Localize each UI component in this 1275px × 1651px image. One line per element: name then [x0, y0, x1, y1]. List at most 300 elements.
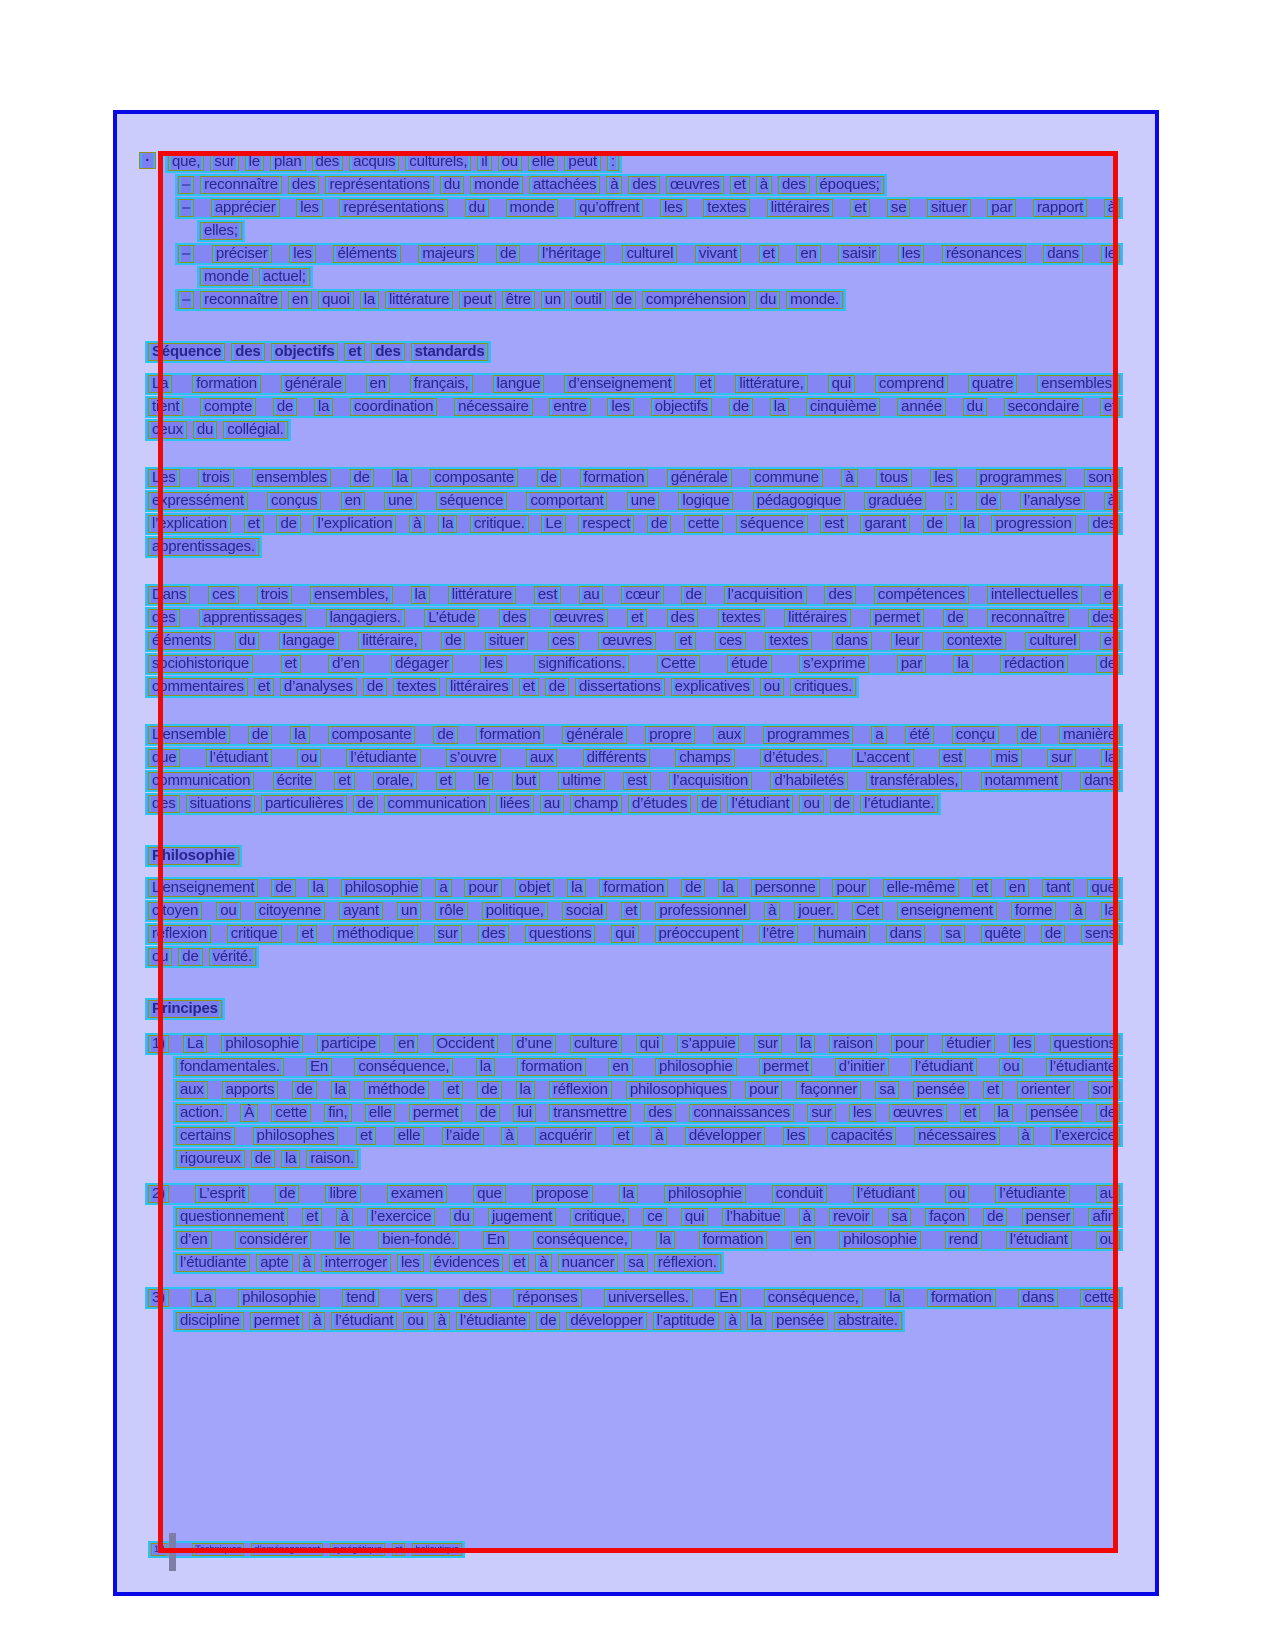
word-box: compétences: [874, 586, 969, 604]
word-box: la: [360, 291, 379, 309]
word-box: et: [297, 925, 317, 943]
word-box: réflexion: [549, 1081, 612, 1099]
word-box: différents: [583, 749, 650, 767]
word-box: apports: [222, 1081, 279, 1099]
word-box: la: [392, 469, 411, 487]
word-box: s’appuie: [677, 1035, 739, 1053]
word-box: certains: [176, 1127, 235, 1145]
word-box: ou: [1096, 1231, 1120, 1249]
word-box: la: [476, 1058, 495, 1076]
word-box: l’étudiant: [853, 1185, 919, 1203]
word-box: les: [898, 245, 925, 263]
word-box: de: [496, 245, 520, 263]
word-box: enseignement: [897, 902, 997, 920]
word-box: critique,: [570, 1208, 629, 1226]
word-box: raison.: [306, 1150, 358, 1168]
word-box: revoir: [829, 1208, 873, 1226]
word-box: culturel: [1025, 632, 1080, 650]
word-box: la: [770, 398, 789, 416]
text-line: [145, 607, 1123, 629]
word-box: formation: [476, 726, 545, 744]
word-box: philosophiques: [626, 1081, 731, 1099]
word-box: et: [695, 375, 715, 393]
word-box: de: [178, 948, 202, 966]
word-box: cynégétique: [330, 1543, 385, 1556]
word-box: examen: [387, 1185, 447, 1203]
word-box: En: [306, 1058, 332, 1076]
word-box: trois: [257, 586, 292, 604]
word-box: rédaction: [1000, 655, 1068, 673]
word-box: et: [972, 879, 992, 897]
word-box: de: [1017, 726, 1041, 744]
word-box: communication: [384, 795, 490, 813]
word-box: du: [963, 398, 987, 416]
word-box: préciser: [212, 245, 272, 263]
word-box: développer: [566, 1312, 646, 1330]
word-box: a: [871, 726, 887, 744]
word-box: halieutique: [412, 1543, 462, 1556]
word-box: époques;: [816, 176, 884, 194]
word-box: vérité.: [209, 948, 256, 966]
text-line: [173, 1252, 724, 1274]
word-box: les: [849, 1104, 876, 1122]
word-box: explicatives: [671, 678, 754, 696]
word-box: propose: [532, 1185, 593, 1203]
word-box: du: [450, 1208, 474, 1226]
word-box: la: [308, 879, 327, 897]
word-box: vers: [401, 1289, 437, 1307]
word-box: significations.: [534, 655, 629, 673]
word-box: social: [562, 902, 607, 920]
word-box: à: [841, 469, 857, 487]
word-box: commentaires: [148, 678, 248, 696]
word-box: contexte: [943, 632, 1006, 650]
word-box: formation: [580, 469, 649, 487]
word-box: de: [363, 678, 387, 696]
section-heading: [145, 845, 1123, 867]
document-page: [113, 110, 1159, 1596]
word-box: personne: [751, 879, 820, 897]
word-box: standards: [411, 343, 489, 361]
word-box: en: [608, 1058, 632, 1076]
text-line: [197, 266, 313, 288]
text-line: [145, 676, 859, 698]
word-box: littéraires: [784, 609, 851, 627]
word-box: monde: [470, 176, 523, 194]
word-box: peut: [564, 153, 600, 171]
word-box: le: [1101, 245, 1120, 263]
word-box: la: [796, 1035, 815, 1053]
word-box: l’explication: [313, 515, 396, 533]
word-box: L’enseignement: [148, 879, 258, 897]
word-box: la: [331, 1081, 350, 1099]
word-box: universelles.: [604, 1289, 693, 1307]
word-box: apprentissages.: [148, 538, 259, 556]
word-box: dans: [1080, 772, 1120, 790]
word-box: philosophie: [238, 1289, 320, 1307]
word-box: connaissances: [689, 1104, 794, 1122]
word-box: situer: [927, 199, 970, 217]
word-box: quatre: [968, 375, 1017, 393]
word-box: ultime: [558, 772, 605, 790]
word-box: monde: [506, 199, 559, 217]
word-box: de: [983, 1208, 1007, 1226]
word-box: de: [681, 879, 705, 897]
word-box: compte: [200, 398, 256, 416]
word-box: à: [501, 1127, 517, 1145]
word-box: nécessaires: [914, 1127, 1000, 1145]
text-block: [145, 373, 1123, 441]
word-box: sur: [434, 925, 462, 943]
word-box: à: [1104, 199, 1120, 217]
word-box: –: [178, 245, 194, 263]
word-box: expressément: [148, 492, 248, 510]
word-box: l’étudiante: [456, 1312, 530, 1330]
word-box: façon: [925, 1208, 969, 1226]
word-box: programmes: [976, 469, 1066, 487]
word-box: d’habiletés: [770, 772, 848, 790]
word-box: les: [296, 199, 323, 217]
word-box: des: [312, 153, 344, 171]
word-box: vivant: [695, 245, 741, 263]
word-box: est: [623, 772, 650, 790]
word-box: il: [477, 153, 491, 171]
word-box: et: [621, 902, 641, 920]
word-box: sur: [754, 1035, 782, 1053]
word-box: conçus: [267, 492, 321, 510]
text-line: [173, 1148, 361, 1170]
text-line: [145, 900, 1123, 922]
word-box: bien-fondé.: [378, 1231, 459, 1249]
word-box: la: [411, 586, 430, 604]
word-box: Occident: [433, 1035, 499, 1053]
word-box: peut: [459, 291, 495, 309]
word-box: de: [681, 586, 705, 604]
word-box: année: [897, 398, 946, 416]
word-box: secondaire: [1004, 398, 1083, 416]
word-box: en: [796, 245, 820, 263]
word-box: À: [240, 1104, 258, 1122]
word-box: de: [1041, 925, 1065, 943]
text-line: [145, 946, 259, 968]
word-box: qui: [828, 375, 855, 393]
word-box: et: [392, 1543, 406, 1556]
word-box: nécessaire: [454, 398, 533, 416]
word-box: ou: [297, 749, 321, 767]
word-box: libre: [325, 1185, 360, 1203]
word-box: pensée: [913, 1081, 969, 1099]
word-box: écrite: [273, 772, 316, 790]
word-box: textes: [718, 609, 765, 627]
word-box: d’une: [512, 1035, 556, 1053]
footer-page-number: 12: [151, 1543, 167, 1556]
word-box: façonner: [796, 1081, 861, 1099]
word-box: été: [905, 726, 933, 744]
heading-line: [145, 845, 242, 867]
word-box: progression: [991, 515, 1075, 533]
word-box: cette: [271, 1104, 311, 1122]
word-box: –: [178, 199, 194, 217]
text-line: [145, 770, 1123, 792]
word-box: action.: [176, 1104, 227, 1122]
word-box: et: [254, 678, 274, 696]
word-box: apte: [256, 1254, 292, 1272]
word-box: Séquence: [148, 343, 225, 361]
text-line: [145, 1033, 1123, 1055]
word-box: ou: [799, 795, 823, 813]
word-box: orale,: [373, 772, 417, 790]
word-box: et: [850, 199, 870, 217]
word-box: l’exercice: [367, 1208, 436, 1226]
word-box: objet: [515, 879, 555, 897]
word-box: formation: [599, 879, 668, 897]
text-line: [145, 1183, 1123, 1205]
word-box: cœur: [621, 586, 663, 604]
word-box: d’enseignement: [564, 375, 675, 393]
text-line: [145, 747, 1123, 769]
word-box: acquis: [349, 153, 399, 171]
word-box: des: [459, 1289, 491, 1307]
word-box: afin: [1088, 1208, 1119, 1226]
word-box: à: [1070, 902, 1086, 920]
word-box: des: [478, 925, 510, 943]
word-box: par: [987, 199, 1016, 217]
word-box: étudier: [942, 1035, 994, 1053]
word-box: et: [344, 343, 365, 361]
word-box: réflexion: [148, 925, 211, 943]
word-box: de: [433, 726, 457, 744]
word-box: et: [1100, 398, 1120, 416]
word-box: étude: [727, 655, 772, 673]
word-box: son: [1088, 1081, 1120, 1099]
word-box: ce: [643, 1208, 666, 1226]
word-box: et: [519, 678, 539, 696]
word-box: rend: [945, 1231, 982, 1249]
word-box: fin,: [324, 1104, 351, 1122]
word-box: en: [394, 1035, 418, 1053]
word-box: réflexion.: [654, 1254, 721, 1272]
text-line: [145, 630, 1123, 652]
word-box: considérer: [235, 1231, 311, 1249]
text-block: [145, 151, 1123, 311]
word-box: nuancer: [558, 1254, 619, 1272]
word-box: la: [619, 1185, 638, 1203]
word-box: représentations: [339, 199, 447, 217]
word-box: de: [612, 291, 636, 309]
word-box: cette: [1080, 1289, 1120, 1307]
word-box: conséquence,: [533, 1231, 632, 1249]
word-box: mis: [991, 749, 1022, 767]
text-block: [145, 877, 1123, 968]
word-box: en: [1005, 879, 1029, 897]
word-box: et: [281, 655, 301, 673]
word-box: à: [409, 515, 425, 533]
word-box: de: [276, 515, 300, 533]
word-box: éléments: [148, 632, 215, 650]
word-box: d’en: [328, 655, 364, 673]
word-box: attachées: [529, 176, 600, 194]
word-box: l’étudiante: [1046, 1058, 1120, 1076]
word-box: méthode: [364, 1081, 429, 1099]
word-box: d’en: [176, 1231, 212, 1249]
word-box: collégial.: [223, 421, 287, 439]
word-box: des: [148, 795, 180, 813]
word-box: au: [540, 795, 564, 813]
footer-line: [148, 1541, 465, 1558]
word-box: composante: [430, 469, 518, 487]
word-box: et: [302, 1208, 322, 1226]
word-box: de: [441, 632, 465, 650]
word-box: résonances: [942, 245, 1026, 263]
word-box: Philosophie: [148, 847, 239, 865]
word-box: la: [438, 515, 457, 533]
word-box: œuvres: [889, 1104, 947, 1122]
word-box: qu’offrent: [575, 199, 643, 217]
word-box: de: [647, 515, 671, 533]
word-box: philosophie: [655, 1058, 737, 1076]
text-line: [173, 1056, 1123, 1078]
word-box: plan: [270, 153, 306, 171]
word-box: la: [960, 515, 979, 533]
word-box: de: [275, 1185, 299, 1203]
word-box: 3): [148, 1289, 169, 1307]
word-box: philosophes: [253, 1127, 339, 1145]
word-box: citoyenne: [255, 902, 325, 920]
word-box: outil: [571, 291, 606, 309]
word-box: de: [353, 795, 377, 813]
word-box: philosophie: [839, 1231, 921, 1249]
text-line: [145, 513, 1123, 535]
word-box: d’études.: [760, 749, 827, 767]
word-box: cette: [684, 515, 724, 533]
word-box: dégager: [391, 655, 453, 673]
text-line: [175, 174, 887, 196]
word-box: de: [273, 398, 297, 416]
word-box: sociohistorique: [148, 655, 253, 673]
word-box: sont: [1084, 469, 1120, 487]
word-box: pour: [745, 1081, 782, 1099]
word-box: particulières: [261, 795, 347, 813]
word-box: des: [231, 343, 264, 361]
word-box: La: [183, 1035, 207, 1053]
word-box: des: [667, 609, 699, 627]
word-box: des: [644, 1104, 676, 1122]
word-box: et: [443, 1081, 463, 1099]
word-box: formation: [927, 1289, 996, 1307]
word-box: des: [499, 609, 531, 627]
word-box: 2): [148, 1185, 169, 1203]
text-line: [173, 1229, 1123, 1251]
word-box: reconnaître: [987, 609, 1069, 627]
word-box: être: [502, 291, 535, 309]
word-box: elle: [365, 1104, 396, 1122]
word-box: Principes: [148, 1000, 222, 1018]
word-box: littérature: [448, 586, 516, 604]
word-box: pour: [891, 1035, 928, 1053]
word-box: séquence: [436, 492, 507, 510]
word-box: et: [613, 1127, 633, 1145]
word-box: et: [960, 1104, 980, 1122]
text-line: [145, 396, 1123, 418]
word-box: l’exercice: [1051, 1127, 1120, 1145]
word-box: du: [193, 421, 217, 439]
word-box: une: [384, 492, 416, 510]
word-box: œuvres: [598, 632, 656, 650]
word-box: que: [1087, 879, 1119, 897]
word-box: Dans: [148, 586, 190, 604]
word-box: littérature: [385, 291, 453, 309]
word-box: transférables,: [866, 772, 962, 790]
word-box: formation: [699, 1231, 768, 1249]
word-box: générale: [562, 726, 627, 744]
word-box: monde: [200, 268, 253, 286]
word-box: abstraite.: [834, 1312, 902, 1330]
word-box: des: [824, 586, 856, 604]
word-box: et: [1100, 632, 1120, 650]
word-box: ces: [208, 586, 239, 604]
word-box: de: [976, 492, 1000, 510]
word-box: de: [251, 1150, 275, 1168]
text-line: [175, 289, 846, 311]
word-box: compréhension: [642, 291, 750, 309]
page-footer: [148, 1541, 465, 1559]
word-box: et: [436, 772, 456, 790]
word-box: Cet: [852, 902, 883, 920]
word-box: l’analyse: [1020, 492, 1085, 510]
word-box: littéraires: [767, 199, 834, 217]
word-box: le: [474, 772, 493, 790]
word-box: et: [244, 515, 264, 533]
word-box: des: [628, 176, 660, 194]
word-box: jouer.: [794, 902, 838, 920]
word-box: est: [820, 515, 847, 533]
word-box: générale: [667, 469, 732, 487]
word-box: a: [435, 879, 451, 897]
word-box: la: [567, 879, 586, 897]
word-box: dans: [1018, 1289, 1058, 1307]
word-box: ou: [760, 678, 784, 696]
word-box: apprécier: [211, 199, 280, 217]
word-box: quête: [981, 925, 1026, 943]
word-box: Les: [148, 469, 180, 487]
word-box: trois: [198, 469, 233, 487]
word-box: permet: [409, 1104, 463, 1122]
word-box: monde.: [786, 291, 843, 309]
text-line: [145, 490, 1123, 512]
word-box: comprend: [875, 375, 948, 393]
word-box: quoi: [318, 291, 354, 309]
text-line: [165, 151, 622, 173]
word-box: conséquence,: [764, 1289, 863, 1307]
text-line: [145, 1287, 1123, 1309]
word-box: les: [397, 1254, 424, 1272]
word-box: situations: [186, 795, 255, 813]
word-box: l’étudiant: [1006, 1231, 1072, 1249]
word-box: de: [350, 469, 374, 487]
word-box: l’aptitude: [653, 1312, 719, 1330]
word-box: et: [983, 1081, 1003, 1099]
word-box: que: [473, 1185, 505, 1203]
word-box: est: [534, 586, 561, 604]
word-box: objectifs: [271, 343, 339, 361]
word-box: but: [512, 772, 540, 790]
word-box: les: [660, 199, 687, 217]
word-box: rôle: [435, 902, 467, 920]
word-box: réponses: [513, 1289, 581, 1307]
word-box: ou: [148, 948, 172, 966]
word-box: orienter: [1017, 1081, 1074, 1099]
word-box: au: [1096, 1185, 1120, 1203]
